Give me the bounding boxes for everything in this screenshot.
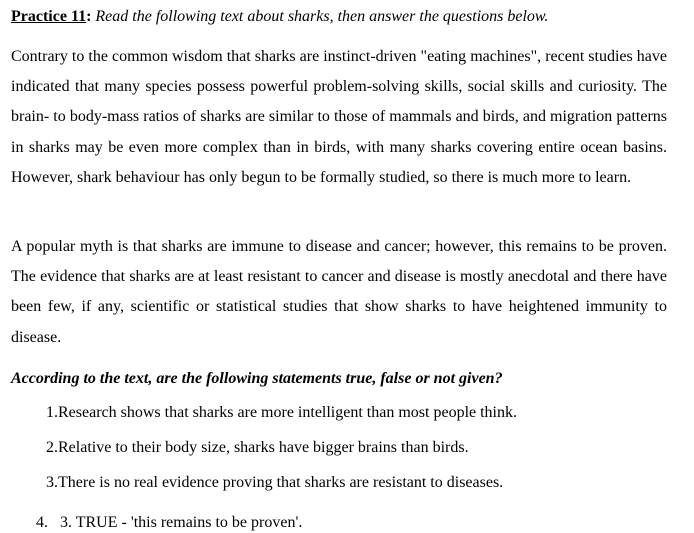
statement-item	[46, 438, 469, 458]
passage-paragraph-2: A popular myth is that sharks are immune to disease and cancer; however, this remains to be proven. The evidence that sharks are at least resistant to cancer and disease is mostly anecdotal and there have been few, if any, scientific or statistical studies that show sharks to have heightened immunity to disease.	[11, 238, 667, 346]
statement-number: 3.	[46, 474, 58, 491]
answer-number: 4.	[36, 514, 48, 531]
practice-heading	[11, 7, 548, 27]
statement-text: Relative to their body size, sharks have bigger brains than birds.	[58, 439, 469, 456]
practice-colon: :	[86, 8, 92, 25]
practice-instruction: Read the following text about sharks, then answer the questions below.	[95, 8, 549, 25]
question-heading: According to the text, are the following statements true, false or not given?	[11, 370, 503, 387]
statement-text: There is no real evidence proving that sharks are resistant to diseases.	[58, 474, 504, 491]
statement-number: 2.	[46, 439, 58, 456]
practice-label: Practice 11	[11, 8, 87, 25]
answer-item	[36, 513, 302, 533]
answer-text: 3. TRUE - 'this remains to be proven'.	[60, 514, 303, 531]
statement-text: Research shows that sharks are more intelligent than most people think.	[58, 404, 517, 421]
passage-paragraph-1: Contrary to the common wisdom that sharks are instinct-driven "eating machines", recent studies have indicated that many species possess powerful problem-solving skills, social skills and curiosity. The brain- to body-mass ratios of sharks are similar to those of mammals and birds, and migration patterns in sharks may be even more complex than in birds, with many sharks covering entire ocean basins. However, shark behaviour has only begun to be formally studied, so there is much more to learn.	[11, 48, 667, 186]
statement-item	[46, 473, 503, 493]
statement-item	[46, 403, 517, 423]
statement-number: 1.	[46, 404, 58, 421]
